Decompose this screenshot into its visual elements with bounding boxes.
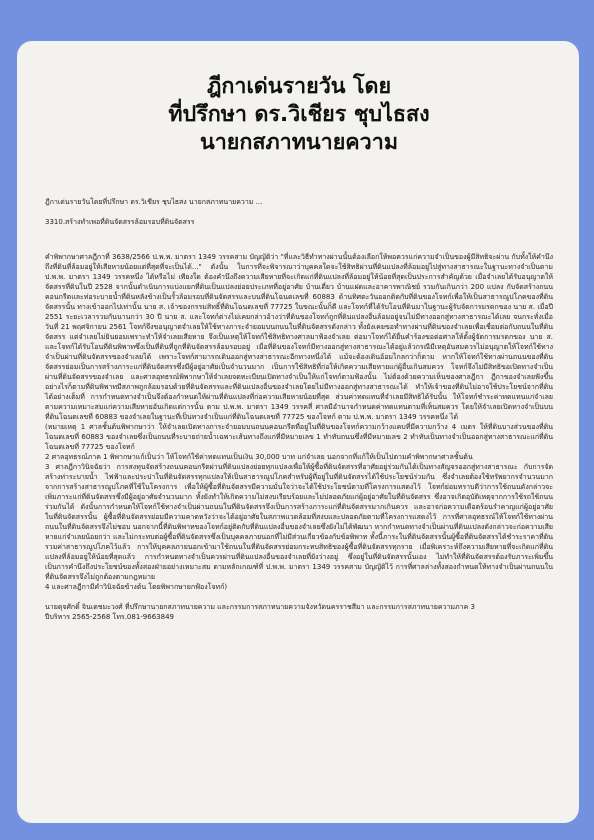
meta-author-line: ฎีกาเด่นรายวันโดยที่ปรึกษา ดร.วิเชียร ชุบไธสง นายกสภาทนายความ ...	[45, 198, 263, 206]
post-meta	[45, 187, 553, 237]
document-card	[17, 41, 579, 823]
title-line-2: ที่ปรึกษา ดร.วิเชียร ชุบไธสง	[168, 102, 430, 127]
ruling-paragraph: คำพิพากษาศาลฎีกาที่ 3638/2566 ป.พ.พ. มาตรา 1349 วรรคสาม บัญญัติว่า "ที่และวิธีทำทางผ่านนั้นต้องเลือกให้พอควรแก่ความจำเป็นของผู้มีสิทธิจะผ่าน กับทั้งให้คำนึงถึงที่ดินที่ล้อมอยู่ให้เสียหายน้อยแต่ที่สุดที่จะเป็นได้..." ดังนั้น ในการที่จะพิจารณาว่าบุคคลใดจะใช้สิทธิผ่านที่ดินแปลงที่ล้อมอยู่ไปสู่ทางสาธารณะในฐานะทางจำเป็นตาม ป.พ.พ. มาตรา 1349 วรรคหนึ่ง ได้หรือไม่ เพียงใด ต้องคำนึงถึงความเสียหายที่จะเกิดแก่ที่ดินแปลงที่ล้อมอยู่ให้น้อยที่สุดเป็นประการสำคัญด้วย เมื่อจำเลยได้รับอนุญาตให้จัดสรรที่ดินในปี 2528 จากนั้นดำเนินการแบ่งแยกที่ดินเป็นแปลงย่อยประเภทที่อยู่อาศัย บ้านเดี่ยว บ้านแฝดและอาคารพาณิชย์ รวมกันเกินกว่า 200 แปลง กับจัดสร้างถนนคอนกรีตและท่อระบายน้ำที่ดินหลังข้างเป็นรั้วล้อมรอบที่ดินจัดสรรและบนที่ดินโฉนดเลขที่ 60883 ด้านทิศตะวันออกติดกับที่ดินของโจทก์เพื่อให้เป็นสาธารณูปโภคของที่ดินจัดสรรนั้น ทางเข้าออกไปเท่านั้น นาย ส. เจ้าของกรรมสิทธิ์ที่ดินโฉนดเลขที่ 77725 ในขณะนั้นก็ดี และโจทก์ที่ได้รับโอนที่ดินมาในฐานะผู้รับจัดการมรดกของ นาย ส. เมื่อปี 2551 ระยะเวลารวมกันนานกว่า 30 ปี นาย ส. และโจทก์ต่างไม่เคยกล่าวอ้างว่าที่ดินของโจทก์ถูกที่ดินแปลงอื่นล้อมอยู่จนไม่มีทางออกสู่ทางสาธารณะได้เลย จนกระทั่งเมื่อวันที่ 21 พฤศจิกายน 2561 โจทก์จึงขอนุญาตจำเลยให้ใช้ทางภาระจำยอมบนถนนในที่ดินจัดสรรดังกล่าว ทั้งยังเคยขอทำทางผ่านที่ดินของจำเลยเพื่อเชื่อมต่อกับถนนในที่ดินจัดสรร แต่จำเลยไม่ยินยอมเพราะทำให้จำเลยเสียหาย จึงเป็นเหตุให้โจทก์ใช้สิทธิทางศาลมาฟ้องจำเลย ต่อมาโจทก์ได้ยื่นคำร้องขอต่อศาลให้ตั้งผู้จัดการมรดกของ นาย ส. และโจทก์ได้รับโอนที่ดินพิพาทซึ่งเป็นที่ดินที่ถูกที่ดินจัดสรรล้อมรอบอยู่ เมื่อที่ดินของโจทก์มีทางออกสู่ทางสาธารณะได้อยู่แล้วกรณีมีเหตุอันสมควรไม่อนุญาตให้โจทก์ใช้ทางจำเป็นผ่านที่ดินจัดสรรของจำเลยได้ เพราะโจทก์สามารถเดินออกสู่ทางสาธารณะอีกทางหนึ่งได้ แม้จะต้องเดินอ้อมไกลกว่าก็ตาม หากให้โจทก์ใช้ทางผ่านถนนของที่ดินจัดสรรย่อมเป็นการสร้างภาระแก่ที่ดินจัดสรรซึ่งมีผู้อยู่อาศัยเป็นจำนวนมาก เป็นการใช้สิทธิที่ก่อให้เกิดความเสียหายแก่ผู้อื่นเกินสมควร โจทก์จึงไม่มีสิทธิขอเปิดทางจำเป็นผ่านที่ดินจัดสรรของจำเลย และศาลอุทธรณ์พิพากษาให้จำเลยจดทะเบียนเปิดทางจำเป็นให้แก่โจทก์ตามฟ้องนั้น ไม่ต้องด้วยความเห็นของศาลฎีกา ฎีกาของจำเลยฟังขึ้น อย่างไรก็ตามที่ดินพิพาทมีสภาพถูกล้อมรอบด้วยที่ดินจัดสรรและที่ดินแปลงอื่นของจำเลยโดยไม่มีทางออกสู่ทางสาธารณะได้ ทำให้เจ้าของที่ดินไม่อาจใช้ประโยชน์จากที่ดินได้อย่างเต็มที่ การกำหนดทางจำเป็นจึงต้องกำหนดให้ผ่านที่ดินแปลงที่ก่อความเสียหายน้อยที่สุด ส่วนค่าทดแทนที่จำเลยมีสิทธิได้รับนั้น ให้โจทก์ชำระค่าทดแทนแก่จำเลยตามความเหมาะสมแก่ความเสียหายอันเกิดแต่การนั้น ตาม ป.พ.พ. มาตรา 1349 วรรคสี่ ศาลมีอำนาจกำหนดค่าทดแทนตามที่เห็นสมควร โดยให้จำเลยเปิดทางจำเป็นบนที่ดินโฉนดเลขที่ 60883 ของจำเลยในฐานะที่เป็นทางจำเป็นแก่ที่ดินโฉนดเลขที่ 77725 ของโจทก์ ตาม ป.พ.พ. มาตรา 1349 วรรคหนึ่ง ได้	[45, 253, 553, 421]
signature-line-1: นายดุจศักดิ์ จินเดชมะวงศ์ ที่ปรึกษานายกสภาทนายความ และกรรมการสภาทนายความจังหวัดนครราชสีมา และกรรมการสภาทนายความภาค 3	[45, 603, 475, 611]
title-line-3: นายกสภาทนายความ	[200, 130, 398, 155]
note-paragraph-3: 3 ศาลฎีกาวินิจฉัยว่า การสงทุนจัดสร้างถนนคอนกรีตผ่านที่ดินแปลงย่อยทุกแปลงเพื่อให้ผู้ซื้อที่ดินจัดสรรที่อาศัยอยู่ร่วมกันได้เป็นทางสัญจรออกสู่ทางสาธารณะ กับการจัดสร้างท่าระบายน้ำ ไฟฟ้าและประปาในที่ดินจัดสรรทุกแปลงให้เป็นสาธารณูปโภคสำหรับผู้ที่อยู่ในที่ดินจัดสรรได้ใช้ประโยชน์ร่วมกัน ซึ่งจำเลยต้องใช้ทรัพยากรจำนวนมากจากการสร้างสาธารณูปโภคที่ใช้ในโครงการ เพื่อให้ผู้ซื้อที่ดินจัดสรรมีความมั่นใจว่าจะได้ใช้ประโยชน์ตามที่โครงการแสดงไว้ โจทก์ย่อมทราบดีว่าการใช้ถนนดังกล่าวจะเพิ่มภาระแก่ที่ดินจัดสรรซึ่งมีผู้อยู่อาศัยจำนวนมาก ทั้งยังทำให้เกิดความไม่สงบเรียบร้อยและไม่ปลอดภัยแก่ผู้อยู่อาศัยในที่ดินจัดสรร ซึ่งอาจเกิดอุบัติเหตุจากการใช้รถใช้ถนนร่วมกันได้ ดังนั้นการกำหนดให้โจทก์ใช้ทางจำเป็นผ่านถนนในที่ดินจัดสรรจึงเป็นการสร้างภาระแก่ที่ดินจัดสรรมากเกินควร และอาจก่อความเดือดร้อนรำคาญแก่ผู้อยู่อาศัยในที่ดินจัดสรรนั้น ผู้ซื้อที่ดินจัดสรรย่อมมีความคาดหวังว่าจะได้อยู่อาศัยในสภาพแวดล้อมที่สงบและปลอดภัยตามที่โครงการแสดงไว้ การที่ศาลอุทธรณ์ให้โจทก์ใช้ทางผ่านถนนในที่ดินจัดสรรจึงไม่ชอบ นอกจากนี้ที่ดินพิพาทของโจทก์อยู่ติดกับที่ดินแปลงอื่นของจำเลยซึ่งยังไม่ได้พัฒนา หากกำหนดทางจำเป็นผ่านที่ดินแปลงดังกล่าวจะก่อความเสียหายแก่จำเลยน้อยกว่า และไม่กระทบต่อผู้ซื้อที่ดินจัดสรรซึ่งเป็นบุคคลภายนอกที่ไม่มีส่วนเกี่ยวข้องกับข้อพิพาท ทั้งนี้ภาระในที่ดินจัดสรรนั้นผู้ซื้อที่ดินจัดสรรได้ชำระราคาที่ดินรวมค่าสาธารณูปโภคไว้แล้ว การให้บุคคลภายนอกเข้ามาใช้ถนนในที่ดินจัดสรรย่อมกระทบสิทธิของผู้ซื้อที่ดินจัดสรรทุกราย เมื่อพิเคราะห์ถึงความเสียหายที่จะเกิดแก่ที่ดินแปลงที่ล้อมอยู่ให้น้อยที่สุดแล้ว การกำหนดทางจำเป็นควรผ่านที่ดินแปลงอื่นของจำเลยที่ยังว่างอยู่ ซึ่งอยู่ในที่ดินจัดสรรนั้นเอง ไม่ทำให้ที่ดินจัดสรรต้องรับภาระเพิ่มขึ้น เป็นการคำนึงถึงประโยชน์ของทั้งสองฝ่ายอย่างเหมาะสม ตามหลักเกณฑ์ที่ ป.พ.พ. มาตรา 1349 วรรคสาม บัญญัติไว้ การที่ศาลล่างทั้งสองกำหนดให้ทางจำเป็นผ่านถนนในที่ดินจัดสรรจึงไม่ถูกต้องตามกฎหมาย	[45, 463, 553, 581]
note-paragraph-2: 2 ศาลอุทธรณ์ภาค 1 พิพากษาแก้เป็นว่า ให้โจทก์ใช้ค่าทดแทนเป็นเงิน 30,000 บาท แก่จำเลย นอกจากที่แก้ให้เป็นไปตามคำพิพากษาศาลชั้นต้น	[45, 453, 473, 461]
article-body	[45, 252, 553, 592]
meta-subject-line: 3310.สร้างทำเพอที่ดินจัดสรรล้อมรอบที่ดินจัดสรร	[45, 218, 195, 226]
page-title	[45, 73, 553, 157]
signature-line-2: ปีบริหาร 2565-2568 โทร.081-9663849	[45, 613, 174, 621]
author-signature	[45, 602, 553, 622]
note-paragraph-1: (หมายเหตุ 1 ศาลชั้นต้นพิพากษาว่า ให้จำเลยเปิดทางภาระจำยอมบนถนนคอนกรีตที่อยู่ในที่ดินของโจทก์ความกว้างแคบที่มีความกว้าง 4 เมตร ให้ที่ดินบางส่วนของที่ดินโฉนดเลขที่ 60883 ของจำเลยซึ่งเป็นถนนที่ระบายถ่ายน้ำเฉพาะเส้นทางถึงแก่ที่มีหมายเลข 1 ทำทับถนนซึ่งที่มีหมายเลข 2 ทำทับเป็นทางจำเป็นออกสู่ทางสาธารณะแก่ที่ดินโฉนดเลขที่ 77725 ของโจทก์	[45, 423, 553, 451]
title-line-1: ฎีกาเด่นรายวัน โดย	[206, 74, 392, 99]
note-paragraph-4: 4 และศาลฎีกามีคำวินิจฉัยข้างต้น โดยพิพากษายกฟ้องโจทก์)	[45, 583, 228, 591]
